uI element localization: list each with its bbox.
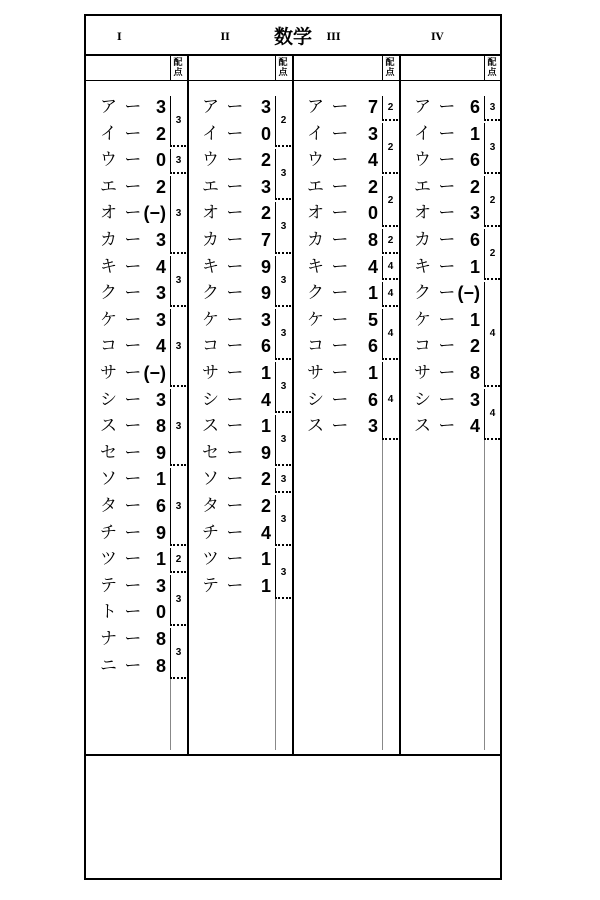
answer-label: ア ー	[100, 97, 143, 117]
answer-row	[100, 573, 168, 599]
answer-value: 9	[155, 442, 166, 463]
points-header-divider	[484, 54, 485, 80]
answer-value: 0	[367, 203, 378, 224]
points-header: 配点	[385, 58, 395, 78]
answer-value: 6	[260, 336, 271, 357]
points-box: 3	[275, 309, 291, 360]
answer-value: 2	[155, 123, 166, 144]
answer-row	[202, 121, 273, 147]
answer-label: ウ ー	[414, 150, 457, 171]
answer-label: カ ー	[307, 230, 350, 250]
answer-row	[100, 307, 168, 333]
answer-label: キ ー	[100, 256, 143, 277]
answer-row	[307, 200, 380, 226]
points-header: 配点	[487, 58, 497, 78]
answer-label: ニ ー	[100, 655, 143, 676]
points-box: 4	[382, 256, 398, 281]
answer-row	[202, 227, 273, 253]
answer-value: 3	[367, 416, 378, 437]
answer-row	[202, 174, 273, 200]
answer-label: タ ー	[100, 496, 143, 516]
answer-value: 6	[155, 496, 166, 516]
answer-label: サ ー	[202, 363, 245, 383]
answer-label: テ ー	[100, 575, 143, 596]
answer-value: 7	[260, 230, 271, 250]
answer-label: エ ー	[100, 176, 143, 197]
answer-label: オ ー	[414, 203, 457, 224]
points-box: 3	[275, 362, 291, 413]
answer-value: 1	[469, 309, 480, 330]
answer-row	[414, 360, 482, 386]
answer-value: 3	[155, 97, 166, 117]
answer-row	[100, 121, 168, 147]
points-box: 3	[170, 176, 186, 254]
answer-value: 2	[155, 176, 166, 197]
points-box: 3	[484, 123, 500, 174]
answer-value: 2	[260, 469, 271, 490]
answer-value: 8	[155, 416, 166, 437]
answer-value: 6	[469, 230, 480, 250]
answer-row	[414, 174, 482, 200]
answer-row	[202, 520, 273, 546]
points-box: 3	[275, 149, 291, 200]
answer-row	[202, 573, 273, 599]
points-guide-line	[484, 440, 485, 750]
answer-label: ク ー	[202, 283, 245, 304]
answer-row	[307, 94, 380, 120]
points-guide-line	[382, 440, 383, 750]
answer-value: 8	[155, 629, 166, 649]
answer-value: 2	[260, 150, 271, 171]
answer-value: 8	[469, 363, 480, 383]
answer-label: エ ー	[414, 176, 457, 197]
answer-value: 9	[260, 283, 271, 304]
answer-row	[100, 174, 168, 200]
answer-value: 1	[367, 363, 378, 383]
answer-value: 4	[367, 256, 378, 277]
answer-value: 3	[260, 97, 271, 117]
answer-row	[100, 387, 168, 413]
answer-value: 3	[155, 230, 166, 250]
answer-row	[307, 254, 380, 280]
answer-row	[100, 546, 168, 572]
answer-row	[414, 200, 482, 226]
answer-value: 7	[367, 97, 378, 117]
answer-label: ソ ー	[202, 469, 245, 490]
answer-label: ケ ー	[414, 309, 457, 330]
answer-row	[307, 413, 380, 439]
answer-value: 5	[367, 309, 378, 330]
points-header: 配点	[173, 58, 183, 78]
answer-value: 2	[260, 496, 271, 516]
answer-row	[100, 466, 168, 492]
answer-label: ス ー	[414, 416, 457, 437]
answer-row	[100, 520, 168, 546]
answer-label: シ ー	[100, 389, 143, 410]
points-header-divider	[170, 54, 171, 80]
answer-label: チ ー	[202, 522, 245, 543]
answer-value: 6	[469, 97, 480, 117]
answer-value: 3	[260, 176, 271, 197]
points-box: 2	[382, 96, 398, 121]
section-number: IV	[431, 32, 444, 43]
answer-row	[414, 280, 482, 306]
answer-row	[307, 333, 380, 359]
answer-row	[414, 387, 482, 413]
answer-value: 1	[469, 123, 480, 144]
section-number: II	[220, 32, 230, 43]
answer-label: ウ ー	[100, 150, 143, 171]
answer-value: 2	[469, 336, 480, 357]
answer-value: 4	[260, 522, 271, 543]
points-box: 2	[484, 229, 500, 280]
answer-label: ク ー	[100, 283, 143, 304]
answer-label: コ ー	[202, 336, 245, 357]
answer-value: 1	[469, 256, 480, 277]
answer-row	[100, 360, 168, 386]
answer-label: イ ー	[100, 123, 143, 144]
points-box: 3	[275, 415, 291, 466]
answer-row	[307, 360, 380, 386]
answer-value: 3	[469, 203, 480, 224]
answer-sheet	[84, 14, 502, 880]
answer-label: エ ー	[202, 176, 245, 197]
points-header: 配点	[278, 58, 288, 78]
column-divider	[187, 54, 189, 754]
answer-label: ウ ー	[307, 150, 350, 171]
answer-row	[307, 307, 380, 333]
answer-row	[307, 387, 380, 413]
answer-value: 1	[155, 549, 166, 570]
answer-row	[307, 227, 380, 253]
points-box: 4	[382, 309, 398, 360]
answer-row	[307, 280, 380, 306]
points-box: 3	[170, 149, 186, 174]
answer-label: シ ー	[307, 389, 350, 410]
answer-value: (−)	[457, 283, 480, 304]
points-box: 3	[170, 389, 186, 467]
answer-label: ケ ー	[202, 309, 245, 330]
points-box: 3	[275, 256, 291, 307]
answer-value: 9	[260, 442, 271, 463]
answer-value: (−)	[143, 203, 166, 224]
answer-row	[202, 546, 273, 572]
answer-label: シ ー	[202, 389, 245, 410]
answer-value: 2	[367, 176, 378, 197]
answer-label: ソ ー	[100, 469, 143, 490]
page-title: 数学	[86, 16, 500, 56]
section-number: I	[117, 32, 122, 43]
answer-label: ア ー	[202, 97, 245, 117]
points-box: 2	[382, 176, 398, 227]
answer-row	[100, 147, 168, 173]
answer-row	[202, 360, 273, 386]
points-box: 3	[275, 495, 291, 546]
answer-value: 1	[367, 283, 378, 304]
points-box: 2	[382, 123, 398, 174]
answer-label: ア ー	[414, 97, 457, 117]
points-box: 3	[484, 96, 500, 121]
answer-label: キ ー	[307, 256, 350, 277]
points-box: 2	[170, 548, 186, 573]
answer-value: 6	[367, 389, 378, 410]
answer-row	[100, 227, 168, 253]
answer-value: 3	[469, 389, 480, 410]
answer-value: 3	[155, 575, 166, 596]
answer-row	[202, 94, 273, 120]
points-guide-line	[275, 599, 276, 750]
answer-value: 1	[260, 575, 271, 596]
answer-label: キ ー	[202, 256, 245, 277]
answer-value: 4	[155, 336, 166, 357]
answer-label: テ ー	[202, 575, 245, 596]
answer-row	[307, 147, 380, 173]
answer-label: ク ー	[414, 283, 457, 304]
answer-row	[414, 333, 482, 359]
answer-label: チ ー	[100, 522, 143, 543]
points-header-divider	[382, 54, 383, 80]
points-box: 3	[275, 468, 291, 493]
answer-label: サ ー	[307, 363, 350, 383]
answer-label: イ ー	[414, 123, 457, 144]
answer-value: 8	[367, 230, 378, 250]
answer-value: 2	[260, 203, 271, 224]
answer-row	[202, 333, 273, 359]
answer-value: 4	[155, 256, 166, 277]
answer-row	[307, 174, 380, 200]
answer-label: オ ー	[307, 203, 350, 224]
answer-value: 1	[260, 363, 271, 383]
answer-label: カ ー	[202, 230, 245, 250]
answer-row	[414, 307, 482, 333]
answer-label: ト ー	[100, 602, 143, 623]
answer-value: 2	[469, 176, 480, 197]
points-box: 3	[170, 96, 186, 147]
column-divider	[399, 54, 401, 754]
points-box: 2	[275, 96, 291, 147]
answer-label: ス ー	[100, 416, 143, 437]
answer-label: セ ー	[100, 442, 143, 463]
answer-row	[414, 147, 482, 173]
answer-row	[100, 493, 168, 519]
column-divider	[292, 54, 294, 754]
answer-value: 0	[155, 150, 166, 171]
answer-row	[100, 440, 168, 466]
points-box: 3	[275, 548, 291, 599]
answer-value: 1	[155, 469, 166, 490]
answer-value: 3	[155, 309, 166, 330]
answer-label: コ ー	[307, 336, 350, 357]
answer-row	[414, 121, 482, 147]
answer-value: 9	[155, 522, 166, 543]
answer-label: ケ ー	[307, 309, 350, 330]
answer-row	[202, 307, 273, 333]
answer-value: 9	[260, 256, 271, 277]
answer-label: ス ー	[202, 416, 245, 437]
answer-label: サ ー	[100, 363, 143, 383]
answer-row	[307, 121, 380, 147]
answer-label: コ ー	[414, 336, 457, 357]
answer-row	[100, 254, 168, 280]
answer-row	[414, 227, 482, 253]
answer-label: カ ー	[414, 230, 457, 250]
answer-row	[100, 653, 168, 679]
answer-row	[202, 254, 273, 280]
answer-value: 3	[260, 309, 271, 330]
answer-label: イ ー	[307, 123, 350, 144]
answer-label: コ ー	[100, 336, 143, 357]
answer-value: 1	[260, 416, 271, 437]
answer-label: シ ー	[414, 389, 457, 410]
points-header-divider	[275, 54, 276, 80]
points-box: 3	[170, 309, 186, 387]
answer-row	[414, 254, 482, 280]
answer-label: ウ ー	[202, 150, 245, 171]
answer-label: ス ー	[307, 416, 350, 437]
points-box: 3	[170, 575, 186, 626]
answer-label: オ ー	[100, 203, 143, 224]
answer-row	[100, 200, 168, 226]
answer-label: カ ー	[100, 230, 143, 250]
answer-label: ナ ー	[100, 629, 143, 649]
points-box: 2	[484, 176, 500, 227]
answer-value: 0	[155, 602, 166, 623]
points-guide-line	[170, 679, 171, 750]
answer-row	[100, 333, 168, 359]
answer-label: タ ー	[202, 496, 245, 516]
answer-row	[100, 413, 168, 439]
points-box: 4	[382, 282, 398, 307]
answer-value: 4	[260, 389, 271, 410]
points-box: 4	[382, 362, 398, 440]
answer-value: 3	[155, 283, 166, 304]
points-box: 3	[170, 628, 186, 679]
answer-value: 4	[469, 416, 480, 437]
answer-label: ア ー	[307, 97, 350, 117]
answer-label: ク ー	[307, 283, 350, 304]
answer-row	[100, 599, 168, 625]
answer-label: イ ー	[202, 123, 245, 144]
answer-row	[414, 413, 482, 439]
answer-value: (−)	[143, 363, 166, 383]
answer-row	[100, 280, 168, 306]
points-box: 3	[275, 202, 291, 253]
answer-row	[202, 466, 273, 492]
answer-row	[202, 200, 273, 226]
answer-row	[202, 387, 273, 413]
answer-row	[202, 493, 273, 519]
answer-row	[100, 626, 168, 652]
answer-label: ツ ー	[100, 549, 143, 570]
answer-label: ケ ー	[100, 309, 143, 330]
answer-value: 3	[155, 389, 166, 410]
answer-value: 1	[260, 549, 271, 570]
answer-row	[100, 94, 168, 120]
answer-value: 6	[469, 150, 480, 171]
points-box: 2	[382, 229, 398, 254]
section-number: III	[326, 32, 341, 43]
points-box: 3	[170, 256, 186, 307]
answer-row	[202, 147, 273, 173]
answer-label: セ ー	[202, 442, 245, 463]
answer-label: オ ー	[202, 203, 245, 224]
points-box: 4	[484, 282, 500, 386]
answer-row	[202, 413, 273, 439]
answer-value: 8	[155, 655, 166, 676]
answer-value: 4	[367, 150, 378, 171]
answer-label: エ ー	[307, 176, 350, 197]
points-box: 4	[484, 389, 500, 440]
points-box: 3	[170, 468, 186, 546]
answer-value: 0	[260, 123, 271, 144]
answer-label: キ ー	[414, 256, 457, 277]
answer-value: 6	[367, 336, 378, 357]
answer-row	[414, 94, 482, 120]
answer-row	[202, 440, 273, 466]
answer-value: 3	[367, 123, 378, 144]
answer-label: ツ ー	[202, 549, 245, 570]
answer-row	[202, 280, 273, 306]
answer-label: サ ー	[414, 363, 457, 383]
footer-divider	[86, 754, 500, 756]
